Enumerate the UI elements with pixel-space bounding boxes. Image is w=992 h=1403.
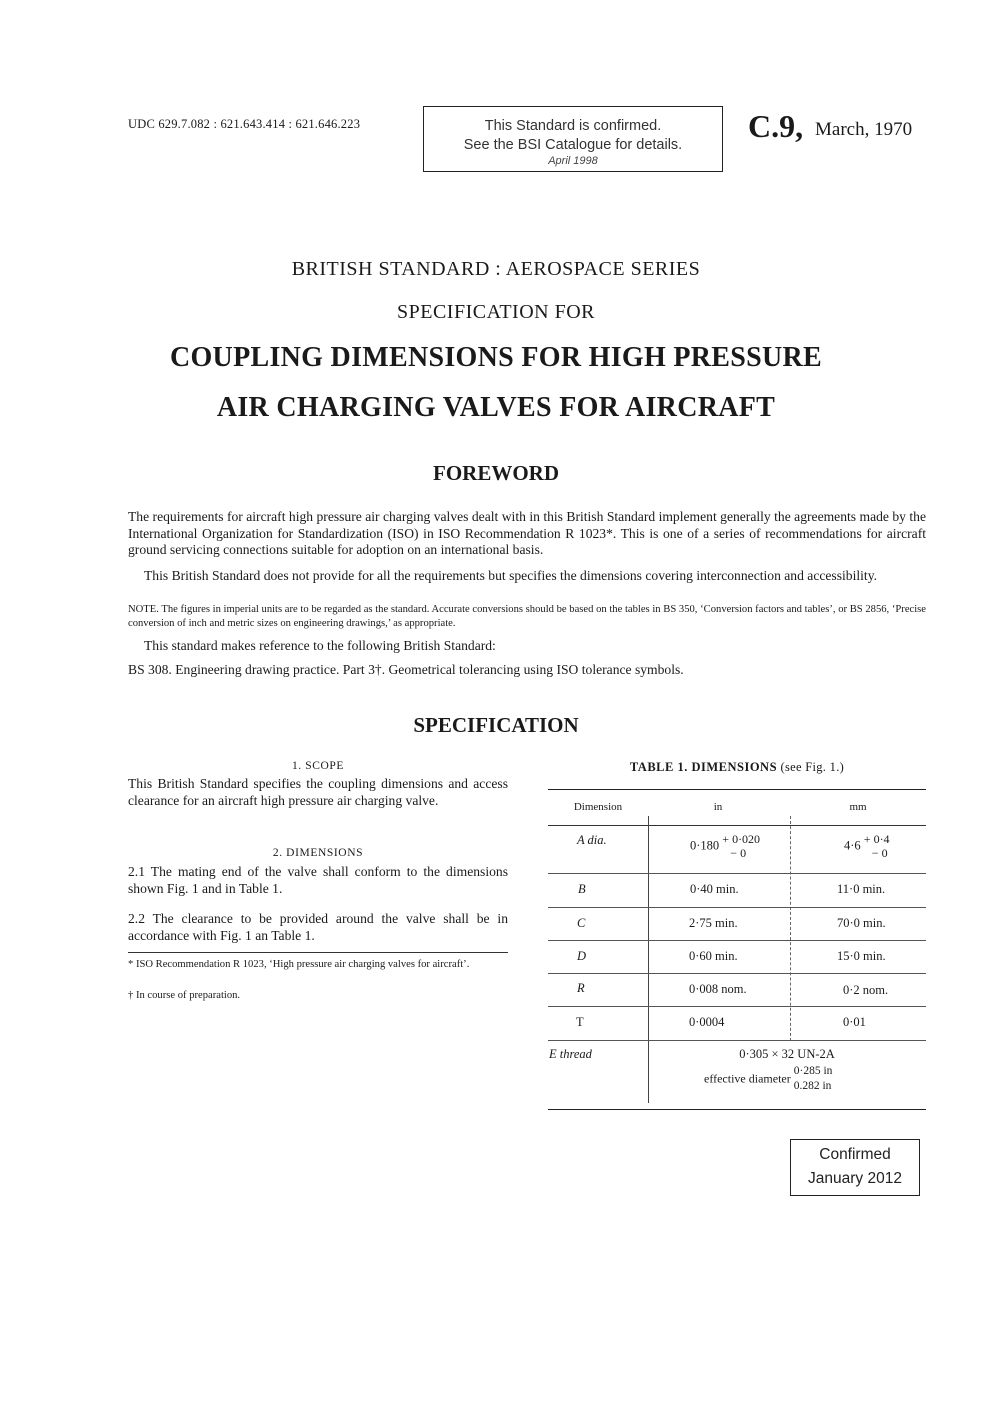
scope-heading: 1. SCOPE — [291, 760, 345, 772]
row-t-in: 0·0004 — [689, 1015, 725, 1029]
header-in: in — [713, 801, 723, 813]
confirmation-line-1: This Standard is confirmed. — [484, 118, 662, 134]
row-r-in: 0·008 nom. — [689, 982, 747, 996]
document-title-line-2: AIR CHARGING VALVES FOR AIRCRAFT — [216, 392, 776, 423]
row-d-in: 0·60 min. — [689, 949, 738, 963]
table-title-main: TABLE 1. DIMENSIONS — [629, 760, 778, 774]
foreword-heading: FOREWORD — [433, 461, 559, 485]
row-c-in: 2·75 min. — [689, 916, 738, 930]
confirmation-line-2: See the BSI Catalogue for details. — [463, 137, 683, 153]
udc-number: UDC 629.7.082 : 621.643.414 : 621.646.223 — [128, 117, 361, 131]
clause-2-1: 2.1 The mating end of the valve shall conform to the dimensions shown Fig. 1 and in Table 1. — [128, 864, 508, 896]
row-t-dimension: T — [576, 1015, 584, 1029]
table-title-ref: (see Fig. 1.) — [780, 760, 845, 774]
stamp-line-2: January 2012 — [808, 1170, 902, 1187]
footnote-1: * ISO Recommendation R 1023, ‘High pressure air charging valves for aircraft’. — [128, 959, 470, 970]
document-title-line-1: COUPLING DIMENSIONS FOR HIGH PRESSURE — [169, 342, 823, 373]
publication-date: March, 1970 — [815, 119, 913, 140]
row-a-mm: 4·6 + 0·4 − 0 — [844, 832, 890, 860]
table-title — [548, 760, 926, 775]
row-b-in: 0·40 min. — [690, 882, 739, 896]
row-a-dimension: A dia. — [577, 833, 607, 847]
footnote-2: † In course of preparation. — [128, 990, 241, 1001]
foreword-paragraph-3: This standard makes reference to the following British Standard: — [144, 638, 496, 653]
series-heading: BRITISH STANDARD : AEROSPACE SERIES — [291, 258, 701, 280]
header-dimension: Dimension — [573, 801, 623, 813]
row-t-mm: 0·01 — [843, 1015, 866, 1029]
column-divider-dashed — [790, 816, 791, 1041]
foreword-paragraph-1: The requirements for aircraft high pressure air charging valves dealt with in this British Standard implement generally the agreements made by the International Organization for Standardization (ISO) in ISO Recommendation R 1023*. This is one of a series of recommendations for aircraft ground servicing connections suitable for adoption on an international basis. — [128, 509, 926, 557]
row-rule — [548, 907, 926, 908]
foreword-note: NOTE. The figures in imperial units are to be regarded as the standard. Accurate conversions should be based on the tables in BS 350, ‘Conversion factors and tables’, or BS 2856, ‘Precise conversion of inch and metric sizes on engineering drawings,’ as appropriate. — [128, 604, 926, 629]
row-d-dimension: D — [577, 949, 587, 963]
row-r-mm: 0·2 nom. — [843, 983, 889, 997]
row-rule — [548, 873, 926, 874]
table-bottom-rule — [548, 1109, 926, 1110]
row-rule — [548, 1006, 926, 1007]
table-top-rule — [548, 789, 926, 790]
footnote-divider — [128, 952, 508, 953]
row-r-dimension: R — [577, 981, 585, 995]
confirmed-stamp — [790, 1139, 920, 1196]
stamp-line-1: Confirmed — [819, 1146, 891, 1163]
row-d-mm: 15·0 min. — [837, 949, 886, 963]
spec-for-heading: SPECIFICATION FOR — [397, 301, 595, 323]
row-c-dimension: C — [577, 916, 586, 930]
row-rule — [548, 940, 926, 941]
clause-2-2: 2.2 The clearance to be provided around the valve shall be in accordance with Fig. 1 an Table 1. — [128, 911, 508, 943]
foreword-paragraph-2: This British Standard does not provide for all the requirements but specifies the dimensions covering interconnection and accessibility. — [144, 568, 878, 583]
row-e-dimension: E thread — [549, 1047, 592, 1061]
row-e-thread-spec: 0·305 × 32 UN-2A — [739, 1047, 835, 1061]
table-header-rule — [548, 825, 926, 826]
referenced-standard: BS 308. Engineering drawing practice. Part 3†. Geometrical tolerancing using ISO tolerance symbols. — [128, 662, 684, 677]
row-e-effective-diameter: effective diameter 0·285 in 0.282 in — [704, 1065, 833, 1092]
row-b-dimension: B — [578, 882, 586, 896]
confirmation-box — [423, 106, 723, 172]
standard-number: C.9, — [748, 108, 804, 144]
specification-heading: SPECIFICATION — [413, 713, 579, 737]
row-b-mm: 11·0 min. — [837, 882, 886, 896]
row-a-in: 0·180 + 0·020 − 0 — [690, 832, 761, 860]
dimensions-heading: 2. DIMENSIONS — [272, 847, 364, 859]
row-rule — [548, 1040, 926, 1041]
header-mm: mm — [849, 801, 867, 813]
row-c-mm: 70·0 min. — [837, 916, 886, 930]
row-rule — [548, 973, 926, 974]
confirmation-date: April 1998 — [548, 155, 598, 167]
scope-text: This British Standard specifies the coupling dimensions and access clearance for an aircraft high pressure air charging valve. — [128, 776, 508, 808]
